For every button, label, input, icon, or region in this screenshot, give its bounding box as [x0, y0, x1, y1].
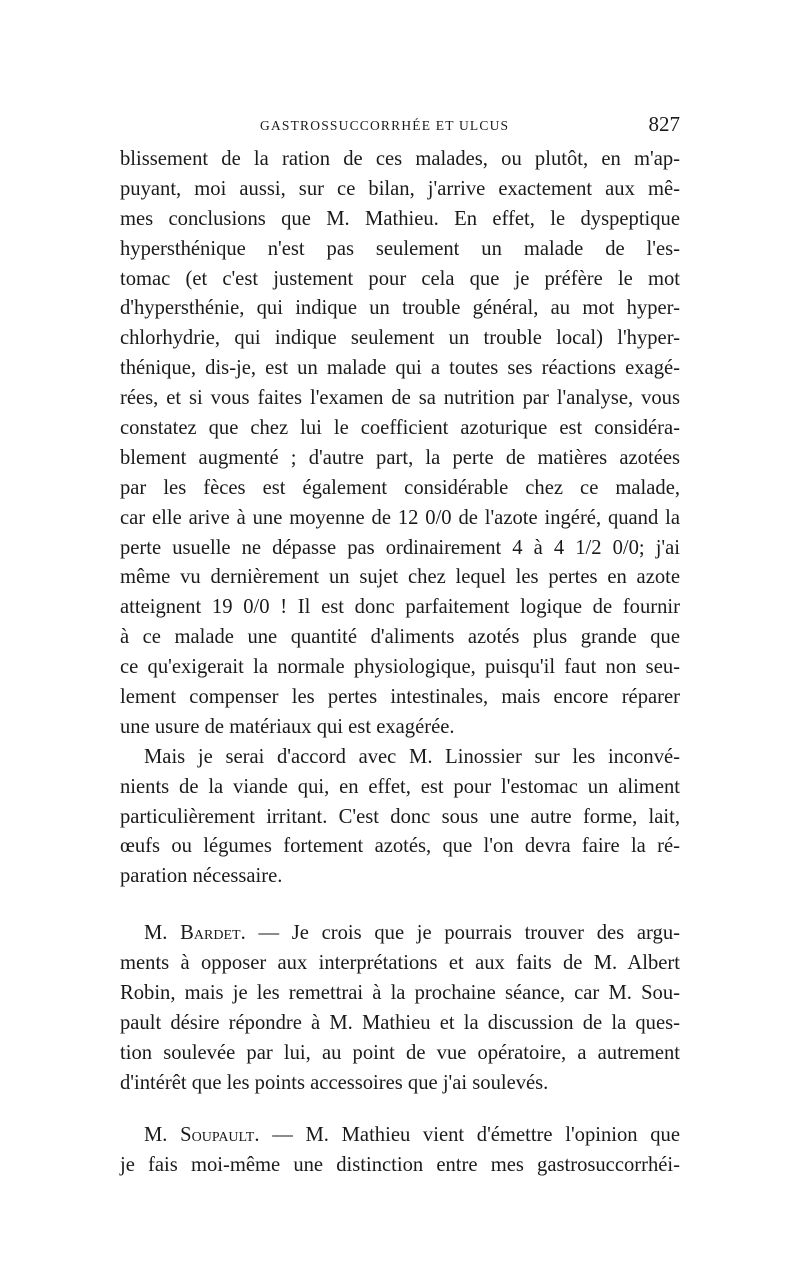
- text-line: car elle arive à une moyenne de 12 0/0 de l'azote ingéré, quand la: [120, 506, 680, 529]
- text-line: rées, et si vous faites l'examen de sa nutrition par l'analyse, vous: [120, 387, 680, 410]
- paragraph-bardet: [120, 919, 680, 1098]
- paragraph-2: [120, 743, 680, 892]
- paragraph-spacer: [120, 1099, 680, 1121]
- paragraph-spacer: [120, 892, 680, 919]
- text-line: constatez que chez lui le coefficient azoturique est considéra-: [120, 417, 680, 440]
- text-line: ments à opposer aux interprétations et aux faits de M. Albert: [120, 952, 680, 975]
- text-line: je fais moi-même une distinction entre mes gastrosuccorrhéi-: [120, 1153, 680, 1176]
- body-text: [120, 145, 680, 1180]
- text-line: [120, 1121, 680, 1151]
- paragraph-soupault: [120, 1121, 680, 1181]
- speaker-name: M. Bardet.: [144, 922, 246, 945]
- line-text: M. Mathieu vient d'émettre l'opinion que: [305, 1123, 680, 1146]
- text-line: blissement de la ration de ces malades, ou plutôt, en m'ap-: [120, 148, 680, 170]
- text-line: perte usuelle ne dépasse pas ordinairement 4 à 4 1/2 0/0; j'ai: [120, 536, 680, 559]
- text-line: une usure de matériaux qui est exagérée.: [120, 715, 455, 738]
- running-header: [120, 112, 680, 142]
- speaker-name: M. Soupault.: [144, 1123, 260, 1146]
- text-line: ce qu'exigerait la normale physiologique, puisqu'il faut non seu-: [120, 656, 680, 679]
- text-line: d'hypersthénie, qui indique un trouble général, au mot hyper-: [120, 297, 680, 320]
- text-line: pault désire répondre à M. Mathieu et la discussion de la ques-: [120, 1011, 680, 1034]
- text-line: chlorhydrie, qui indique seulement un trouble local) l'hyper-: [120, 327, 680, 350]
- text-line: thénique, dis-je, est un malade qui a toutes ses réactions exagé-: [120, 357, 680, 380]
- text-line: paration nécessaire.: [120, 865, 283, 888]
- page-number: 827: [648, 112, 680, 136]
- text-line: hypersthénique n'est pas seulement un malade de l'es-: [120, 237, 680, 260]
- text-line: puyant, moi aussi, sur ce bilan, j'arrive exactement aux mê-: [120, 177, 680, 200]
- text-line: d'intérêt que les points accessoires que j'ai soulevés.: [120, 1071, 549, 1094]
- text-line: mes conclusions que M. Mathieu. En effet, le dyspeptique: [120, 207, 680, 230]
- text-line: Robin, mais je les remettrai à la prochaine séance, car M. Sou-: [120, 982, 680, 1005]
- text-line: atteignent 19 0/0 ! Il est donc parfaitement logique de fournir: [120, 596, 680, 619]
- paragraph-1: [120, 145, 680, 743]
- text-line: même vu dernièrement un sujet chez lequel les pertes en azote: [120, 566, 680, 589]
- text-line: blement augmenté ; d'autre part, la perte de matières azotées: [120, 446, 680, 469]
- text-line: particulièrement irritant. C'est donc sous une autre forme, lait,: [120, 805, 680, 828]
- text-line: lement compenser les pertes intestinales, mais encore réparer: [120, 686, 680, 709]
- text-line: tomac (et c'est justement pour cela que je préfère le mot: [120, 267, 680, 290]
- text-line: tion soulevée par lui, au point de vue opératoire, a autrement: [120, 1041, 680, 1064]
- running-title: GASTROSSUCCORRHÉE ET ULCUS: [260, 118, 510, 133]
- em-dash: —: [258, 922, 280, 945]
- text-line: à ce malade une quantité d'aliments azotés plus grande que: [120, 626, 680, 649]
- text-line: Mais je serai d'accord avec M. Linossier sur les inconvé-: [144, 745, 680, 768]
- text-line: [120, 919, 680, 949]
- text-line: par les fèces est également considérable chez ce malade,: [120, 476, 680, 499]
- line-text: Je crois que je pourrais trouver des argu-: [291, 922, 680, 945]
- text-line: œufs ou légumes fortement azotés, que l'on devra faire la ré-: [120, 835, 680, 858]
- em-dash: —: [272, 1123, 293, 1146]
- text-line: nients de la viande qui, en effet, est pour l'estomac un aliment: [120, 775, 680, 798]
